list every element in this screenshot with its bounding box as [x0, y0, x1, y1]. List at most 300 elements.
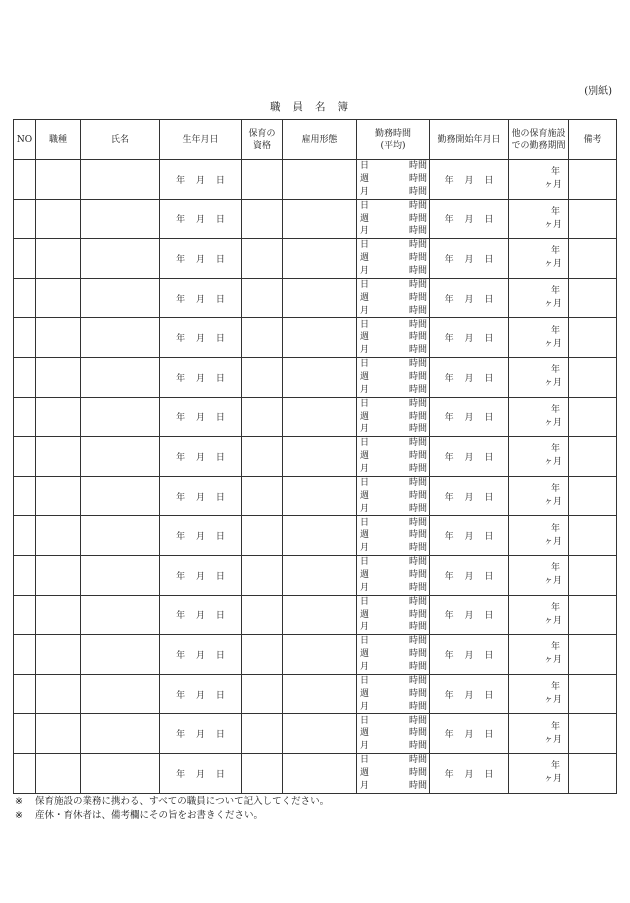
hours-unit-label: 時間: [408, 569, 427, 580]
qualification-cell[interactable]: [242, 357, 283, 397]
employment-type-cell[interactable]: [283, 753, 357, 793]
hours-unit-label: 時間: [408, 384, 427, 395]
qualification-cell[interactable]: [242, 199, 283, 239]
other-facility-tenure-cell[interactable]: [509, 318, 569, 358]
hours-unit-label: 時間: [408, 398, 427, 409]
work-hours-cell[interactable]: [357, 160, 430, 200]
hours-unit-label: 時間: [408, 676, 427, 687]
remarks-cell[interactable]: [569, 397, 617, 437]
job-type-cell[interactable]: [36, 397, 81, 437]
no-cell: [14, 753, 36, 793]
col-header-name: 氏名: [81, 120, 160, 160]
hours-unit-label: 時間: [408, 451, 427, 462]
work-hours-cell[interactable]: [357, 635, 430, 675]
hours-unit-label: 時間: [408, 701, 427, 712]
start-date-cell[interactable]: 年 月 日: [430, 199, 509, 239]
employment-type-cell[interactable]: [283, 278, 357, 318]
birthdate-cell[interactable]: 年 月 日: [160, 318, 242, 358]
hours-line: [360, 411, 427, 424]
hours-period-label: 日: [360, 240, 370, 251]
remarks-cell[interactable]: [569, 278, 617, 318]
table-header-row: [14, 120, 617, 160]
other-facility-tenure-cell[interactable]: [509, 714, 569, 754]
hours-line: [360, 331, 427, 344]
hours-line: [360, 463, 427, 476]
job-type-cell[interactable]: [36, 357, 81, 397]
qualification-cell[interactable]: [242, 239, 283, 279]
name-cell[interactable]: [81, 595, 160, 635]
hours-unit-label: 時間: [408, 728, 427, 739]
work-hours-cell[interactable]: [357, 357, 430, 397]
job-type-cell[interactable]: [36, 753, 81, 793]
qualification-cell[interactable]: [242, 476, 283, 516]
hours-period-label: 日: [360, 478, 370, 489]
qualification-cell[interactable]: [242, 595, 283, 635]
no-cell: [14, 239, 36, 279]
table-row: [14, 239, 617, 279]
hours-unit-label: 時間: [408, 186, 427, 197]
hours-line: [360, 754, 427, 767]
start-date-cell[interactable]: 年 月 日: [430, 397, 509, 437]
hours-unit-label: 時間: [408, 609, 427, 620]
table-row: [14, 437, 617, 477]
hours-unit-label: 時間: [408, 715, 427, 726]
hours-period-label: 日: [360, 517, 370, 528]
employment-type-cell[interactable]: [283, 160, 357, 200]
work-hours-cell[interactable]: [357, 674, 430, 714]
name-cell[interactable]: [81, 516, 160, 556]
hours-unit-label: 時間: [408, 503, 427, 514]
hours-unit-label: 時間: [408, 478, 427, 489]
birthdate-cell[interactable]: 年 月 日: [160, 516, 242, 556]
birthdate-cell[interactable]: 年 月 日: [160, 239, 242, 279]
remarks-cell[interactable]: [569, 239, 617, 279]
hours-period-label: 週: [360, 530, 370, 541]
no-cell: [14, 278, 36, 318]
hours-line: [360, 688, 427, 701]
tenure-year-label: 年: [550, 325, 560, 336]
qualification-cell[interactable]: [242, 555, 283, 595]
name-cell[interactable]: [81, 674, 160, 714]
remarks-cell[interactable]: [569, 160, 617, 200]
work-hours-cell[interactable]: [357, 239, 430, 279]
tenure-year-label: 年: [550, 404, 560, 415]
job-type-cell[interactable]: [36, 635, 81, 675]
start-date-cell[interactable]: 年 月 日: [430, 357, 509, 397]
hours-unit-label: 時間: [408, 292, 427, 303]
job-type-cell[interactable]: [36, 714, 81, 754]
tenure-month-label: ヶ月: [543, 299, 562, 310]
table-row: [14, 278, 617, 318]
hours-period-label: 月: [360, 661, 370, 672]
employment-type-cell[interactable]: [283, 199, 357, 239]
hours-unit-label: 時間: [408, 372, 427, 383]
birthdate-cell[interactable]: 年 月 日: [160, 278, 242, 318]
birthdate-cell[interactable]: 年 月 日: [160, 714, 242, 754]
start-date-cell[interactable]: 年 月 日: [430, 753, 509, 793]
hours-line: [360, 715, 427, 728]
hours-line: [360, 542, 427, 555]
start-date-cell[interactable]: 年 月 日: [430, 674, 509, 714]
hours-unit-label: 時間: [408, 161, 427, 172]
hours-period-label: 月: [360, 780, 370, 791]
hours-line: [360, 423, 427, 436]
hours-unit-label: 時間: [408, 345, 427, 356]
tenure-year-label: 年: [550, 206, 560, 217]
hours-period-label: 月: [360, 345, 370, 356]
start-date-cell[interactable]: 年 月 日: [430, 278, 509, 318]
hours-period-label: 週: [360, 767, 370, 778]
hours-unit-label: 時間: [408, 359, 427, 370]
tenure-month-label: ヶ月: [543, 259, 562, 270]
birthdate-cell[interactable]: 年 月 日: [160, 437, 242, 477]
birthdate-cell[interactable]: 年 月 日: [160, 357, 242, 397]
employment-type-cell[interactable]: [283, 516, 357, 556]
hours-line: [360, 767, 427, 780]
name-cell[interactable]: [81, 714, 160, 754]
no-cell: [14, 318, 36, 358]
hours-line: [360, 305, 427, 318]
work-hours-cell[interactable]: [357, 516, 430, 556]
col-header-no: NO: [14, 120, 36, 160]
birthdate-cell[interactable]: 年 月 日: [160, 555, 242, 595]
hours-unit-label: 時間: [408, 332, 427, 343]
hours-unit-label: 時間: [408, 741, 427, 752]
table-row: [14, 199, 617, 239]
qualification-cell[interactable]: [242, 714, 283, 754]
hours-line: [360, 358, 427, 371]
hours-line: [360, 635, 427, 648]
other-facility-tenure-cell[interactable]: [509, 516, 569, 556]
job-type-cell[interactable]: [36, 318, 81, 358]
hours-unit-label: 時間: [408, 253, 427, 264]
job-type-cell[interactable]: [36, 476, 81, 516]
hours-period-label: 月: [360, 265, 370, 276]
hours-period-label: 週: [360, 411, 370, 422]
employment-type-cell[interactable]: [283, 714, 357, 754]
hours-line: [360, 319, 427, 332]
employment-type-cell[interactable]: [283, 555, 357, 595]
table-row: [14, 714, 617, 754]
name-cell[interactable]: [81, 753, 160, 793]
qualification-cell[interactable]: [242, 437, 283, 477]
qualification-cell[interactable]: [242, 674, 283, 714]
other-facility-tenure-cell[interactable]: [509, 595, 569, 635]
table-row: [14, 357, 617, 397]
name-cell[interactable]: [81, 199, 160, 239]
remarks-cell[interactable]: [569, 437, 617, 477]
other-facility-tenure-cell[interactable]: [509, 753, 569, 793]
attachment-label: (別紙): [584, 86, 612, 97]
tenure-month-label: ヶ月: [543, 457, 562, 468]
hours-period-label: 日: [360, 398, 370, 409]
work-hours-cell[interactable]: [357, 714, 430, 754]
hours-period-label: 月: [360, 384, 370, 395]
hours-line: [360, 239, 427, 252]
job-type-cell[interactable]: [36, 437, 81, 477]
table-row: [14, 674, 617, 714]
work-hours-cell[interactable]: [357, 199, 430, 239]
job-type-cell[interactable]: [36, 160, 81, 200]
hours-unit-label: 時間: [408, 649, 427, 660]
tenure-year-label: 年: [550, 563, 560, 574]
footnote: ※ 産休・育休者は、備考欄にその旨をお書きください。: [15, 810, 264, 821]
name-cell[interactable]: [81, 160, 160, 200]
hours-period-label: 週: [360, 213, 370, 224]
work-hours-cell[interactable]: [357, 753, 430, 793]
hours-period-label: 日: [360, 438, 370, 449]
other-facility-tenure-cell[interactable]: [509, 555, 569, 595]
other-facility-tenure-cell[interactable]: [509, 397, 569, 437]
employment-type-cell[interactable]: [283, 595, 357, 635]
tenure-year-label: 年: [550, 444, 560, 455]
job-type-cell[interactable]: [36, 278, 81, 318]
hours-line: [360, 265, 427, 278]
remarks-cell[interactable]: [569, 476, 617, 516]
job-type-cell[interactable]: [36, 199, 81, 239]
no-cell: [14, 635, 36, 675]
job-type-cell[interactable]: [36, 239, 81, 279]
birthdate-cell[interactable]: 年 月 日: [160, 753, 242, 793]
tenure-year-label: 年: [550, 246, 560, 257]
birthdate-cell[interactable]: 年 月 日: [160, 635, 242, 675]
no-cell: [14, 555, 36, 595]
work-hours-cell[interactable]: [357, 476, 430, 516]
qualification-cell[interactable]: [242, 160, 283, 200]
hours-line: [360, 437, 427, 450]
hours-period-label: 日: [360, 676, 370, 687]
no-cell: [14, 160, 36, 200]
job-type-cell[interactable]: [36, 516, 81, 556]
start-date-cell[interactable]: 年 月 日: [430, 160, 509, 200]
remarks-cell[interactable]: [569, 357, 617, 397]
hours-line: [360, 609, 427, 622]
name-cell[interactable]: [81, 278, 160, 318]
tenure-year-label: 年: [550, 721, 560, 732]
hours-unit-label: 時間: [408, 688, 427, 699]
start-date-cell[interactable]: 年 月 日: [430, 595, 509, 635]
hours-unit-label: 時間: [408, 557, 427, 568]
birthdate-cell[interactable]: 年 月 日: [160, 476, 242, 516]
remarks-cell[interactable]: [569, 318, 617, 358]
birthdate-cell[interactable]: 年 月 日: [160, 674, 242, 714]
col-header-start-date: 勤務開始年月日: [430, 120, 509, 160]
hours-unit-label: 時間: [408, 780, 427, 791]
other-facility-tenure-cell[interactable]: [509, 437, 569, 477]
table-row: [14, 753, 617, 793]
hours-line: [360, 200, 427, 213]
name-cell[interactable]: [81, 318, 160, 358]
birthdate-cell[interactable]: 年 月 日: [160, 397, 242, 437]
hours-line: [360, 477, 427, 490]
work-hours-cell[interactable]: [357, 397, 430, 437]
remarks-cell[interactable]: [569, 635, 617, 675]
other-facility-tenure-cell[interactable]: [509, 357, 569, 397]
hours-line: [360, 384, 427, 397]
remarks-cell[interactable]: [569, 516, 617, 556]
hours-line: [360, 160, 427, 173]
col-header-remarks: 備考: [569, 120, 617, 160]
no-cell: [14, 199, 36, 239]
hours-unit-label: 時間: [408, 463, 427, 474]
remarks-cell[interactable]: [569, 595, 617, 635]
remarks-cell[interactable]: [569, 753, 617, 793]
hours-line: [360, 556, 427, 569]
no-cell: [14, 397, 36, 437]
hours-line: [360, 740, 427, 753]
name-cell[interactable]: [81, 357, 160, 397]
tenure-month-label: ヶ月: [543, 576, 562, 587]
qualification-cell[interactable]: [242, 635, 283, 675]
hours-unit-label: 時間: [408, 213, 427, 224]
work-hours-cell[interactable]: [357, 555, 430, 595]
hours-period-label: 週: [360, 292, 370, 303]
hours-period-label: 日: [360, 715, 370, 726]
hours-period-label: 日: [360, 596, 370, 607]
footnote: ※ 保育施設の業務に携わる、すべての職員について記入してください。: [15, 796, 330, 807]
no-cell: [14, 357, 36, 397]
col-header-qualification: 保育の 資格: [242, 120, 283, 160]
hours-line: [360, 529, 427, 542]
hours-period-label: 週: [360, 728, 370, 739]
hours-unit-label: 時間: [408, 636, 427, 647]
employment-type-cell[interactable]: [283, 318, 357, 358]
remarks-cell[interactable]: [569, 674, 617, 714]
hours-period-label: 週: [360, 688, 370, 699]
remarks-cell[interactable]: [569, 199, 617, 239]
employment-type-cell[interactable]: [283, 476, 357, 516]
employment-type-cell[interactable]: [283, 635, 357, 675]
hours-period-label: 日: [360, 755, 370, 766]
hours-period-label: 週: [360, 174, 370, 185]
hours-period-label: 週: [360, 451, 370, 462]
table-row: [14, 318, 617, 358]
start-date-cell[interactable]: 年 月 日: [430, 476, 509, 516]
work-hours-cell[interactable]: [357, 437, 430, 477]
job-type-cell[interactable]: [36, 555, 81, 595]
start-date-cell[interactable]: 年 月 日: [430, 635, 509, 675]
tenure-year-label: 年: [550, 682, 560, 693]
col-header-birthdate: 生年月日: [160, 120, 242, 160]
qualification-cell[interactable]: [242, 318, 283, 358]
qualification-cell[interactable]: [242, 397, 283, 437]
table-row: [14, 595, 617, 635]
hours-line: [360, 173, 427, 186]
tenure-month-label: ヶ月: [543, 497, 562, 508]
name-cell[interactable]: [81, 476, 160, 516]
hours-line: [360, 292, 427, 305]
birthdate-cell[interactable]: 年 月 日: [160, 199, 242, 239]
birthdate-cell[interactable]: 年 月 日: [160, 160, 242, 200]
hours-unit-label: 時間: [408, 305, 427, 316]
work-hours-cell[interactable]: [357, 318, 430, 358]
hours-period-label: 月: [360, 741, 370, 752]
employment-type-cell[interactable]: [283, 437, 357, 477]
start-date-cell[interactable]: 年 月 日: [430, 516, 509, 556]
start-date-cell[interactable]: 年 月 日: [430, 555, 509, 595]
qualification-cell[interactable]: [242, 278, 283, 318]
hours-period-label: 月: [360, 582, 370, 593]
hours-period-label: 月: [360, 424, 370, 435]
page-title: 職員名簿: [270, 101, 360, 113]
hours-period-label: 週: [360, 253, 370, 264]
tenure-month-label: ヶ月: [543, 655, 562, 666]
other-facility-tenure-cell[interactable]: [509, 476, 569, 516]
hours-unit-label: 時間: [408, 767, 427, 778]
employment-type-cell[interactable]: [283, 397, 357, 437]
hours-line: [360, 503, 427, 516]
hours-line: [360, 450, 427, 463]
table-row: [14, 555, 617, 595]
job-type-cell[interactable]: [36, 595, 81, 635]
hours-line: [360, 661, 427, 674]
hours-unit-label: 時間: [408, 438, 427, 449]
other-facility-tenure-cell[interactable]: [509, 160, 569, 200]
name-cell[interactable]: [81, 555, 160, 595]
remarks-cell[interactable]: [569, 555, 617, 595]
name-cell[interactable]: [81, 635, 160, 675]
hours-line: [360, 780, 427, 793]
tenure-year-label: 年: [550, 602, 560, 613]
tenure-month-label: ヶ月: [543, 219, 562, 230]
hours-line: [360, 225, 427, 238]
start-date-cell[interactable]: 年 月 日: [430, 318, 509, 358]
qualification-cell[interactable]: [242, 753, 283, 793]
remarks-cell[interactable]: [569, 714, 617, 754]
table-row: [14, 635, 617, 675]
hours-unit-label: 時間: [408, 424, 427, 435]
other-facility-tenure-cell[interactable]: [509, 674, 569, 714]
employment-type-cell[interactable]: [283, 674, 357, 714]
start-date-cell[interactable]: 年 月 日: [430, 714, 509, 754]
hours-period-label: 日: [360, 557, 370, 568]
tenure-year-label: 年: [550, 365, 560, 376]
birthdate-cell[interactable]: 年 月 日: [160, 595, 242, 635]
tenure-year-label: 年: [550, 167, 560, 178]
hours-line: [360, 582, 427, 595]
tenure-month-label: ヶ月: [543, 774, 562, 785]
other-facility-tenure-cell[interactable]: [509, 199, 569, 239]
hours-line: [360, 344, 427, 357]
other-facility-tenure-cell[interactable]: [509, 239, 569, 279]
hours-unit-label: 時間: [408, 543, 427, 554]
name-cell[interactable]: [81, 397, 160, 437]
qualification-cell[interactable]: [242, 516, 283, 556]
hours-line: [360, 252, 427, 265]
work-hours-cell[interactable]: [357, 278, 430, 318]
hours-period-label: 月: [360, 622, 370, 633]
hours-line: [360, 621, 427, 634]
hours-period-label: 月: [360, 503, 370, 514]
hours-period-label: 週: [360, 490, 370, 501]
hours-period-label: 日: [360, 319, 370, 330]
tenure-year-label: 年: [550, 523, 560, 534]
hours-line: [360, 727, 427, 740]
start-date-cell[interactable]: 年 月 日: [430, 437, 509, 477]
hours-period-label: 日: [360, 280, 370, 291]
other-facility-tenure-cell[interactable]: [509, 278, 569, 318]
name-cell[interactable]: [81, 239, 160, 279]
name-cell[interactable]: [81, 437, 160, 477]
employment-type-cell[interactable]: [283, 357, 357, 397]
work-hours-cell[interactable]: [357, 595, 430, 635]
no-cell: [14, 437, 36, 477]
no-cell: [14, 714, 36, 754]
job-type-cell[interactable]: [36, 674, 81, 714]
start-date-cell[interactable]: 年 月 日: [430, 239, 509, 279]
employment-type-cell[interactable]: [283, 239, 357, 279]
other-facility-tenure-cell[interactable]: [509, 635, 569, 675]
